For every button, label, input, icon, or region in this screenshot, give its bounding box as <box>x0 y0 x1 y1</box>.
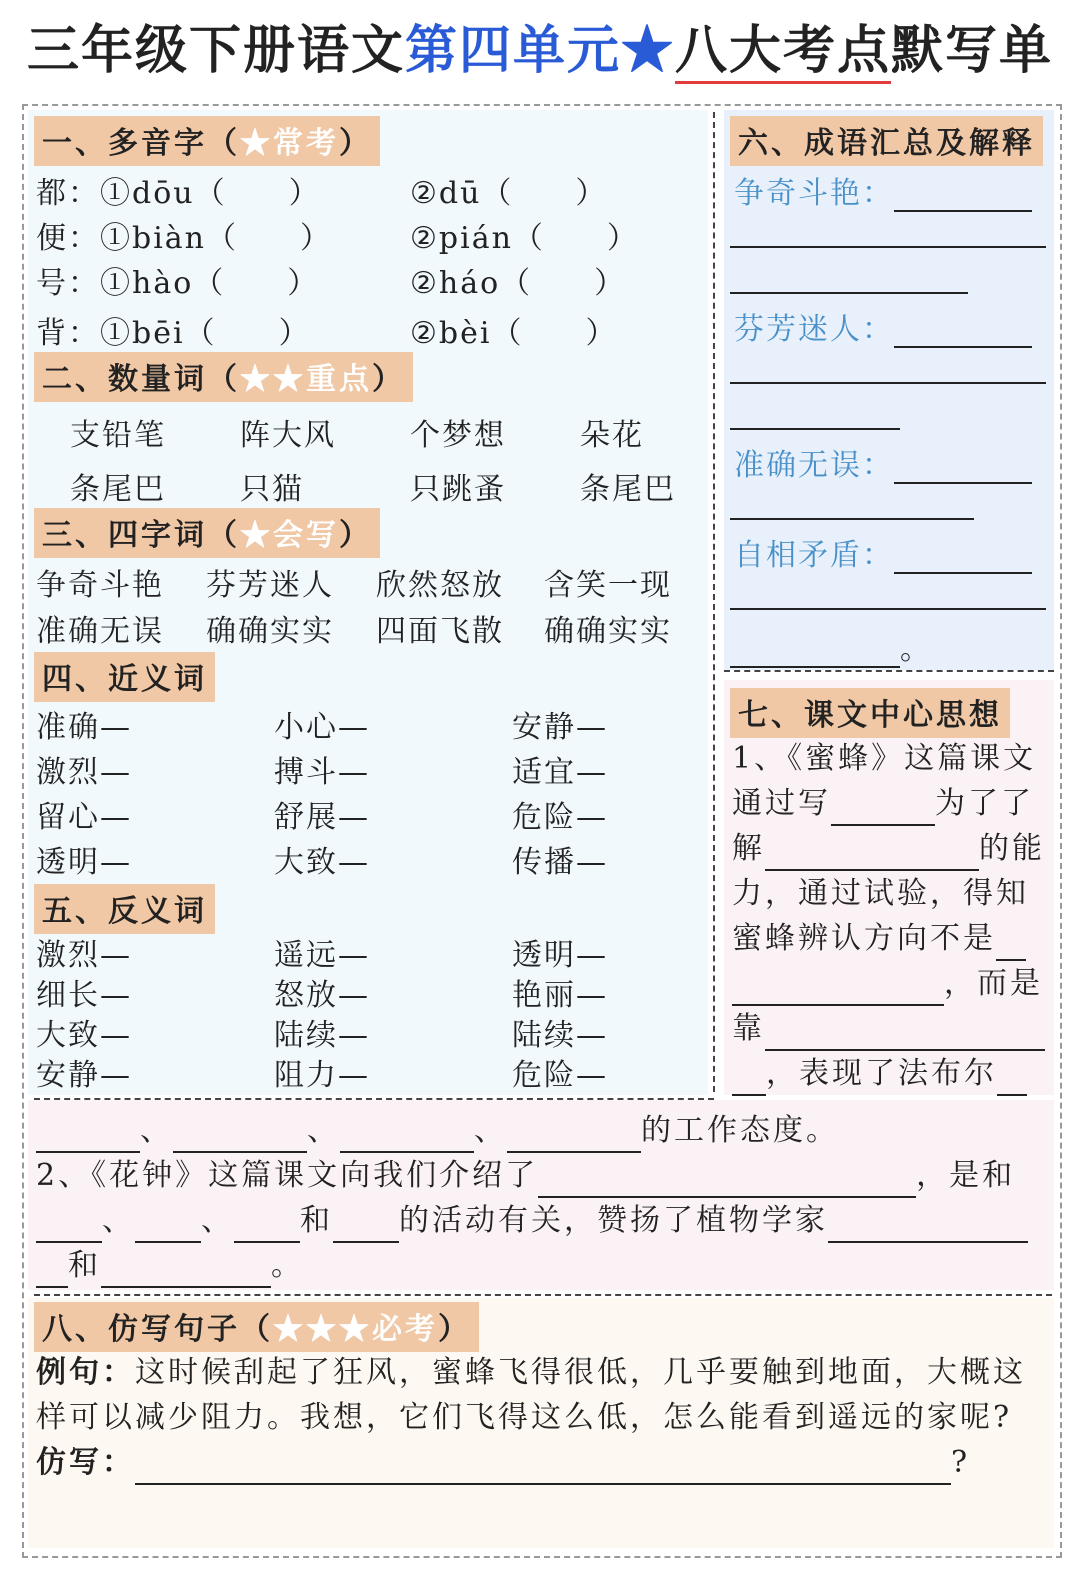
imitation-line: 仿写： ? <box>36 1440 970 1485</box>
vertical-divider <box>713 112 715 1092</box>
divider-middle <box>34 1098 714 1100</box>
synonym-item: 安静— <box>512 710 608 745</box>
synonym-item: 传播— <box>512 845 608 880</box>
synonym-item: 搏斗— <box>274 755 370 790</box>
answer-line <box>730 608 1046 610</box>
measure-word: 只猫 <box>240 472 304 507</box>
measure-word: 阵大风 <box>240 418 336 453</box>
example-sentence: 样可以减少阻力。我想，它们飞得这么低，怎么能看到遥远的家呢? <box>36 1400 1013 1435</box>
poly-row: ②bèi（ ） <box>410 316 618 351</box>
poly-row: ②pián（ ） <box>410 221 639 256</box>
answer-line <box>730 518 974 520</box>
antonym-item: 陆续— <box>512 1018 608 1053</box>
section-3-header: 三、四字词（★会写） <box>34 508 380 558</box>
idiom-item: 争奇斗艳： <box>734 168 1032 212</box>
answer-line <box>730 428 900 430</box>
flower-clock-text: 2、《花钟》这篇课文向我们介绍了 ，是和 <box>36 1153 1015 1198</box>
answer-line <box>730 382 1046 384</box>
synonym-item: 激烈— <box>36 755 132 790</box>
four-char-word: 争奇斗艳 <box>36 568 164 603</box>
antonym-item: 遥远— <box>274 938 370 973</box>
section-7-header: 七、课文中心思想 <box>730 688 1010 738</box>
four-char-word: 芬芳迷人 <box>206 568 334 603</box>
poly-row: ②háo（ ） <box>410 266 627 301</box>
antonym-item: 怒放— <box>274 978 370 1013</box>
section-4-header: 四、近义词 <box>34 652 215 702</box>
synonym-item: 准确— <box>36 710 132 745</box>
antonym-item: 艳丽— <box>512 978 608 1013</box>
section-8-header: 八、仿写句子（★★★必考） <box>34 1302 479 1352</box>
antonym-item: 陆续— <box>274 1018 370 1053</box>
measure-word: 条尾巴 <box>70 472 166 507</box>
antonym-item: 危险— <box>512 1058 608 1093</box>
synonym-item: 危险— <box>512 800 608 835</box>
idiom-item: 自相矛盾： <box>734 530 1032 574</box>
four-char-word: 欣然怒放 <box>376 568 504 603</box>
poly-row: 都：①dōu（ ） <box>36 176 321 211</box>
answer-line <box>730 292 968 294</box>
flower-clock-text: 和 。 <box>36 1243 304 1288</box>
flower-clock-text: 、 、 和 的活动有关，赞扬了植物学家 <box>36 1198 1028 1243</box>
idiom-item: 芬芳迷人： <box>734 304 1032 348</box>
idiom-item: 准确无误： <box>734 440 1032 484</box>
four-char-word: 确确实实 <box>206 614 334 649</box>
synonym-item: 小心— <box>274 710 370 745</box>
poly-row: 背：①bēi（ ） <box>36 316 311 351</box>
synonym-item: 舒展— <box>274 800 370 835</box>
page-title: 三年级下册语文第四单元★八大考点默写单 <box>0 8 1080 83</box>
answer-line <box>730 246 1046 248</box>
synonym-item: 大致— <box>274 845 370 880</box>
section-6-header: 六、成语汇总及解释 <box>730 116 1043 166</box>
poly-row: ②dū（ ） <box>410 176 608 211</box>
synonym-item: 适宜— <box>512 755 608 790</box>
antonym-item: 大致— <box>36 1018 132 1053</box>
poly-row: 便：①biàn（ ） <box>36 221 333 256</box>
synonym-item: 透明— <box>36 845 132 880</box>
divider-bottom <box>34 1294 1052 1296</box>
antonym-item: 激烈— <box>36 938 132 973</box>
synonym-item: 留心— <box>36 800 132 835</box>
measure-word: 条尾巴 <box>580 472 676 507</box>
example-sentence: 例句：这时候刮起了狂风，蜜蜂飞得很低，几乎要触到地面，大概这 <box>36 1355 1026 1390</box>
four-char-word: 准确无误 <box>36 614 164 649</box>
antonym-item: 细长— <box>36 978 132 1013</box>
antonym-item: 阻力— <box>274 1058 370 1093</box>
four-char-word: 含笑一现 <box>544 568 672 603</box>
divider-right <box>724 670 1054 672</box>
bee-text: 1、《蜜蜂》这篇课文 通过写 为了了 解 的能 力，通过试验，得知 蜜蜂辨认方向不是 ，而是 靠 ，表现了法布尔 <box>732 736 1045 1096</box>
measure-word: 个梦想 <box>410 418 506 453</box>
measure-word: 支铅笔 <box>70 418 166 453</box>
bee-text-end: 、 、 、 的工作态度。 <box>36 1108 839 1153</box>
four-char-word: 确确实实 <box>544 614 672 649</box>
four-char-word: 四面飞散 <box>376 614 504 649</box>
measure-word: 朵花 <box>580 418 644 453</box>
section-5-header: 五、反义词 <box>34 884 215 934</box>
idiom-end-line: 。 <box>730 624 932 668</box>
section-1-header: 一、多音字（★常考） <box>34 116 380 166</box>
poly-row: 号：①hào（ ） <box>36 266 320 301</box>
measure-word: 只跳蚤 <box>410 472 506 507</box>
antonym-item: 透明— <box>512 938 608 973</box>
section-2-header: 二、数量词（★★重点） <box>34 352 413 402</box>
antonym-item: 安静— <box>36 1058 132 1093</box>
